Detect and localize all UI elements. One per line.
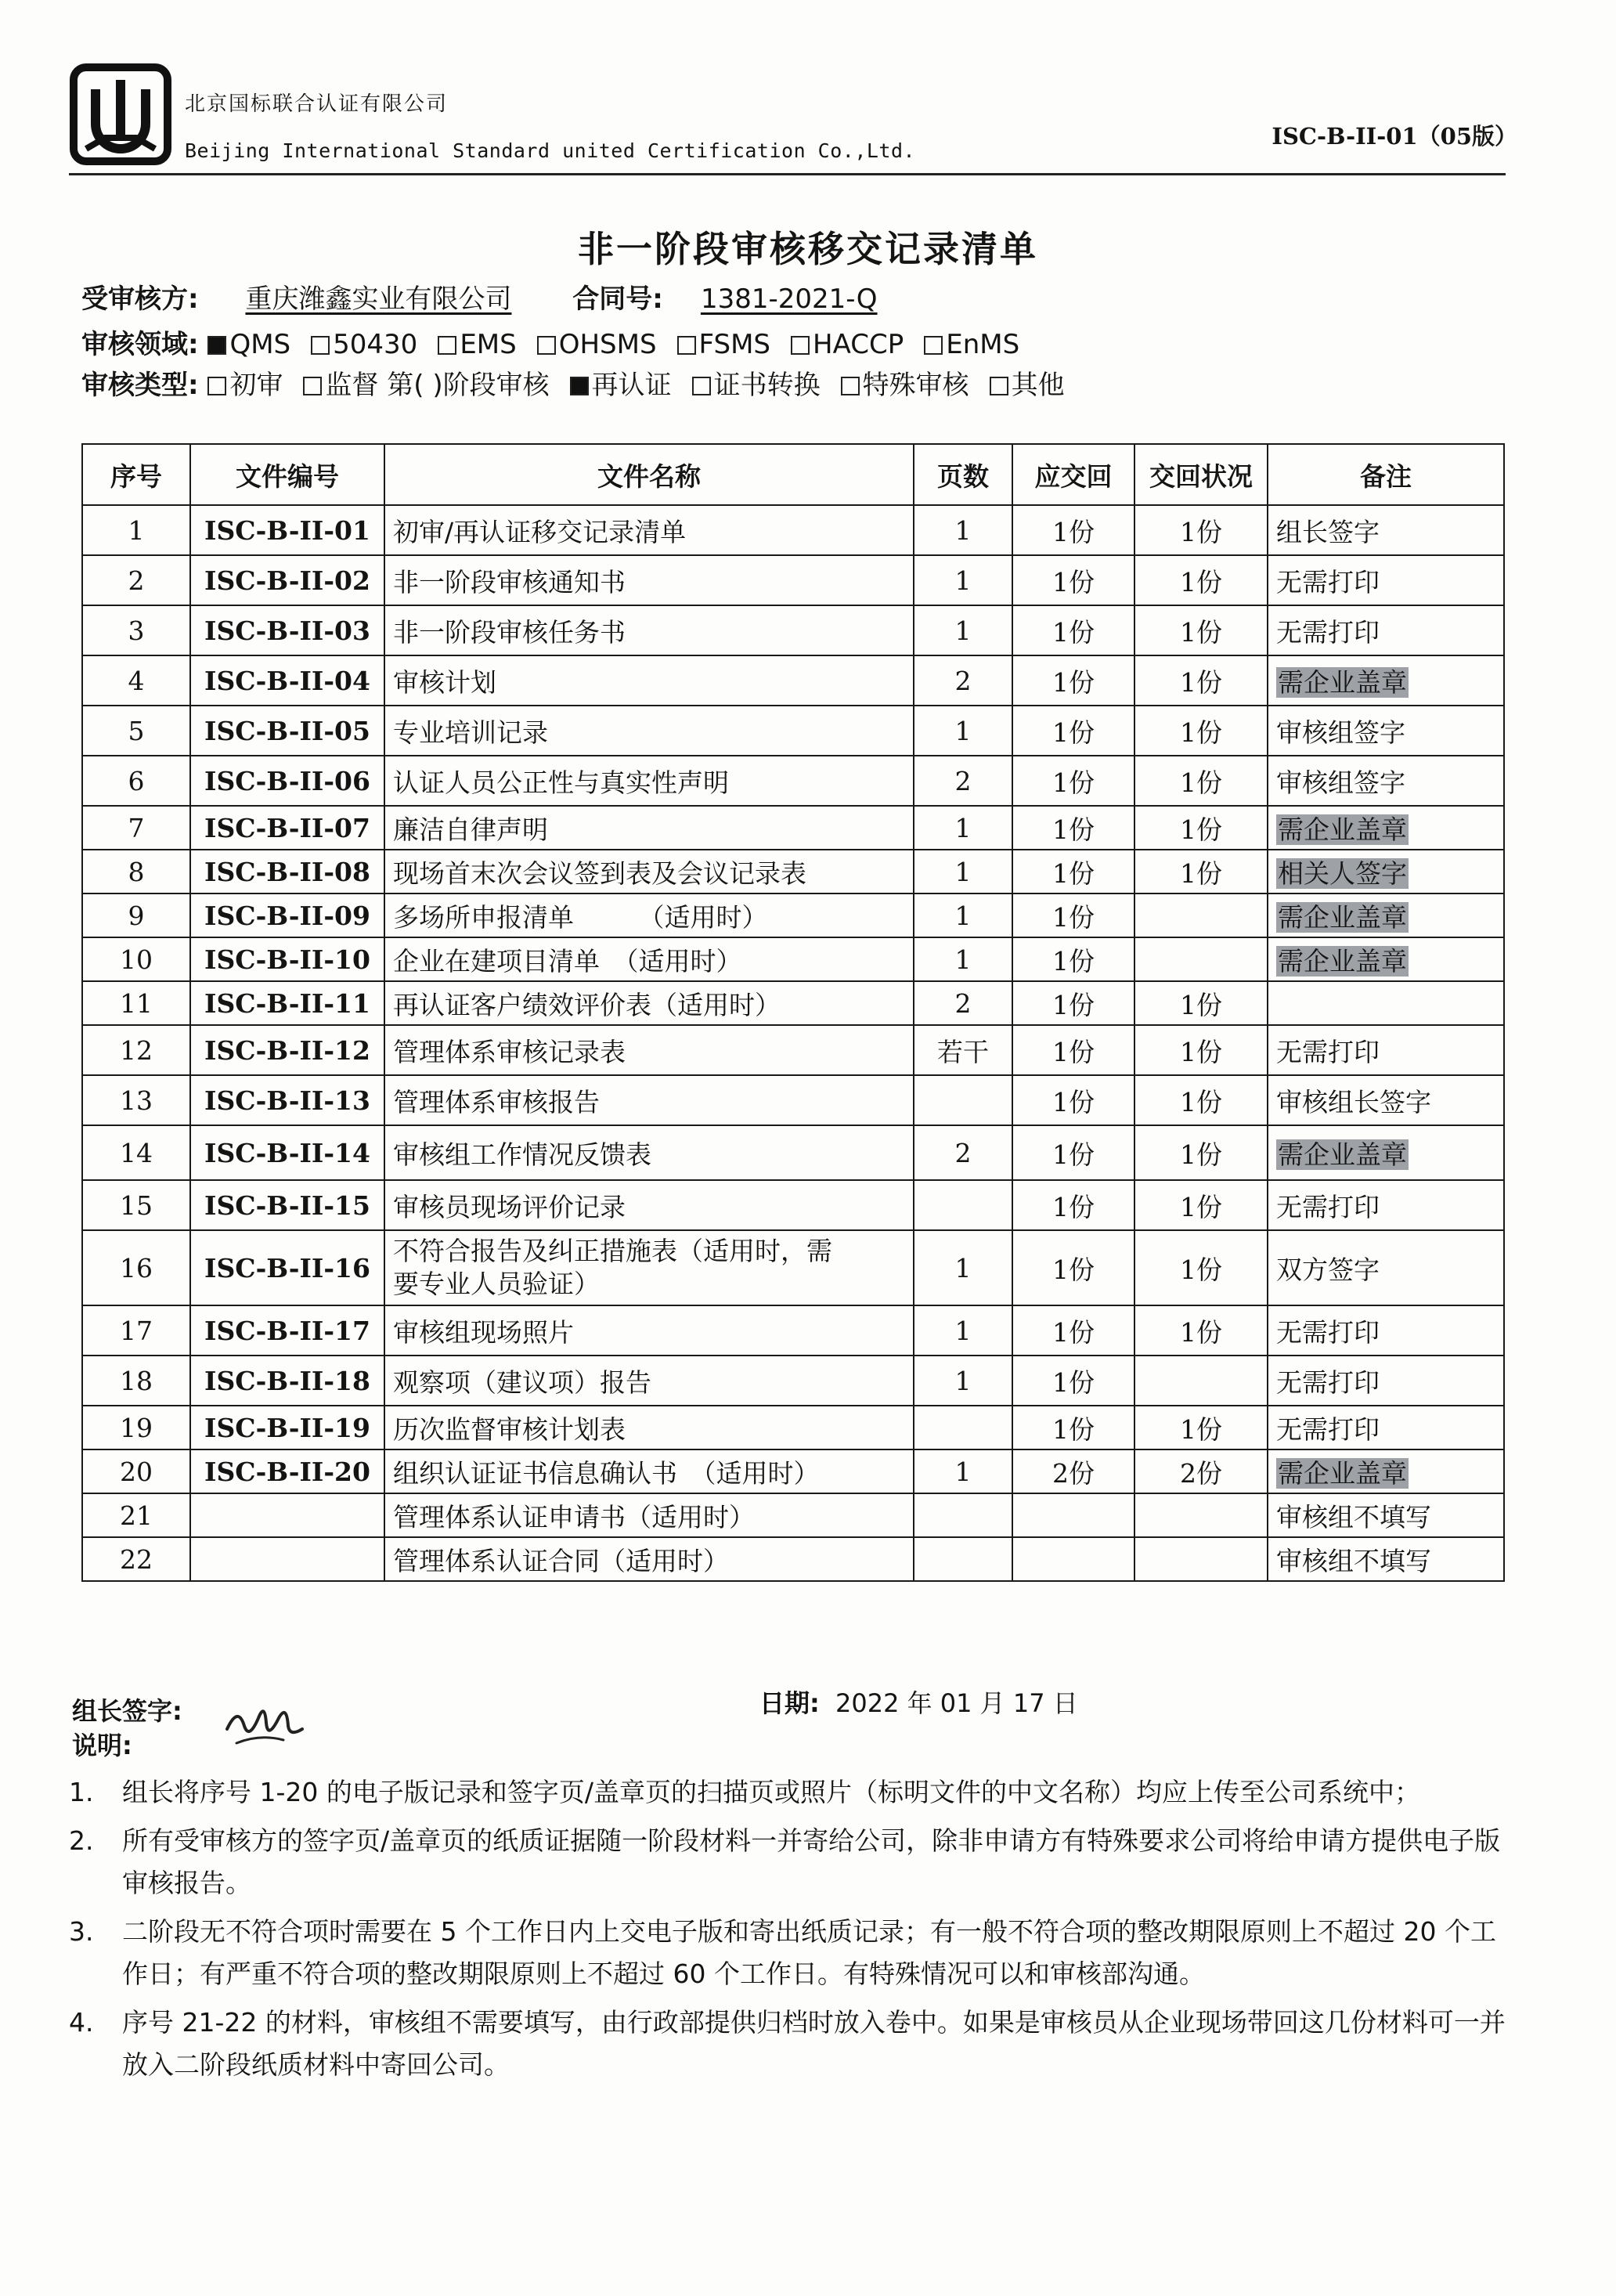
domain-option-label: FSMS bbox=[698, 329, 771, 360]
returned-status bbox=[1134, 1537, 1268, 1581]
highlighted-remark: 需企业盖章 bbox=[1278, 1457, 1407, 1489]
file-code: ISC-B-II-17 bbox=[190, 1305, 384, 1356]
unchecked-box-icon[interactable] bbox=[438, 336, 456, 355]
leader-sign-label: 组长签字: bbox=[72, 1696, 182, 1726]
returned-status: 1份 bbox=[1134, 555, 1268, 605]
file-name: 管理体系认证申请书（适用时） bbox=[384, 1493, 914, 1537]
type-option-label: 监督 第( )阶段审核 bbox=[325, 370, 550, 401]
page-count bbox=[914, 1537, 1012, 1581]
file-code: ISC-B-II-14 bbox=[190, 1125, 384, 1180]
page-count bbox=[914, 1406, 1012, 1449]
due-count bbox=[1012, 1493, 1134, 1537]
type-options bbox=[207, 363, 1084, 402]
remark bbox=[1268, 981, 1504, 1025]
file-name: 多场所申报清单 （适用时） bbox=[384, 893, 914, 937]
page-count: 1 bbox=[914, 937, 1012, 981]
remark bbox=[1268, 655, 1504, 706]
domain-option[interactable] bbox=[537, 329, 657, 360]
due-count: 1份 bbox=[1012, 1305, 1134, 1356]
file-name: 观察项（建议项）报告 bbox=[384, 1356, 914, 1406]
table-row bbox=[82, 1305, 1504, 1356]
unchecked-box-icon[interactable] bbox=[791, 336, 810, 355]
page-count: 2 bbox=[914, 981, 1012, 1025]
file-code bbox=[190, 1493, 384, 1537]
remark: 无需打印 bbox=[1268, 1180, 1504, 1230]
due-count: 2份 bbox=[1012, 1449, 1134, 1493]
returned-status: 1份 bbox=[1134, 605, 1268, 655]
remark: 组长签字 bbox=[1268, 505, 1504, 555]
returned-status: 1份 bbox=[1134, 655, 1268, 706]
highlighted-remark: 需企业盖章 bbox=[1278, 1139, 1407, 1170]
due-count: 1份 bbox=[1012, 1406, 1134, 1449]
unchecked-box-icon[interactable] bbox=[207, 377, 226, 395]
contract-label: 合同号: bbox=[572, 283, 663, 315]
contract-value: 1381-2021-Q bbox=[700, 283, 878, 315]
file-name: 认证人员公正性与真实性声明 bbox=[384, 756, 914, 806]
remark: 审核组不填写 bbox=[1268, 1537, 1504, 1581]
header-returned: 交回状况 bbox=[1134, 444, 1268, 505]
due-count: 1份 bbox=[1012, 850, 1134, 893]
due-count: 1份 bbox=[1012, 981, 1134, 1025]
file-name: 企业在建项目清单 （适用时） bbox=[384, 937, 914, 981]
remark: 审核组签字 bbox=[1268, 706, 1504, 756]
type-option-label: 特殊审核 bbox=[862, 370, 969, 401]
domain-option-label: 50430 bbox=[333, 329, 418, 360]
file-name bbox=[384, 1230, 914, 1305]
returned-status: 1份 bbox=[1134, 706, 1268, 756]
page-count: 1 bbox=[914, 1305, 1012, 1356]
file-name-line: 不符合报告及纠正措施表（适用时，需 bbox=[393, 1236, 832, 1266]
due-count: 1份 bbox=[1012, 937, 1134, 981]
file-code: ISC-B-II-02 bbox=[190, 555, 384, 605]
page-count: 1 bbox=[914, 806, 1012, 850]
page-count: 1 bbox=[914, 1230, 1012, 1305]
table-row bbox=[82, 806, 1504, 850]
remark: 无需打印 bbox=[1268, 1305, 1504, 1356]
notes-label: 说明: bbox=[72, 1731, 132, 1760]
page-count bbox=[914, 1075, 1012, 1125]
due-count: 1份 bbox=[1012, 806, 1134, 850]
table-row bbox=[82, 981, 1504, 1025]
remark bbox=[1268, 850, 1504, 893]
type-option-label: 初审 bbox=[229, 370, 283, 401]
note-number: 1. bbox=[69, 1777, 94, 1807]
file-name: 管理体系审核记录表 bbox=[384, 1025, 914, 1075]
due-count: 1份 bbox=[1012, 1025, 1134, 1075]
note-text: 所有受审核方的签字页/盖章页的纸质证据随一阶段材料一并寄给公司，除非申请方有特殊要求公司将给申请方提供电子版审核报告。 bbox=[122, 1825, 1501, 1898]
type-option[interactable] bbox=[990, 363, 1065, 402]
table-row bbox=[82, 1025, 1504, 1075]
row-number: 8 bbox=[82, 850, 190, 893]
returned-status: 1份 bbox=[1134, 505, 1268, 555]
due-count: 1份 bbox=[1012, 505, 1134, 555]
returned-status bbox=[1134, 893, 1268, 937]
file-code: ISC-B-II-10 bbox=[190, 937, 384, 981]
table-header-row bbox=[82, 444, 1504, 505]
notes-list bbox=[69, 1771, 1517, 2092]
page-count: 2 bbox=[914, 756, 1012, 806]
type-option[interactable] bbox=[692, 363, 821, 402]
type-label: 审核类型: bbox=[81, 370, 199, 401]
file-name: 现场首末次会议签到表及会议记录表 bbox=[384, 850, 914, 893]
note-text: 二阶段无不符合项时需要在 5 个工作日内上交电子版和寄出纸质记录；有一般不符合项的整改期限原则上不超过 20 个工作日；有严重不符合项的整改期限原则上不超过 60 个工作日。有特殊情况可以和审核部沟通。 bbox=[122, 1916, 1496, 1989]
table-row bbox=[82, 555, 1504, 605]
returned-status: 1份 bbox=[1134, 1406, 1268, 1449]
due-count: 1份 bbox=[1012, 605, 1134, 655]
file-name-line: 要专业人员验证） bbox=[393, 1269, 600, 1299]
unchecked-box-icon[interactable] bbox=[537, 336, 556, 355]
returned-status: 1份 bbox=[1134, 806, 1268, 850]
remark bbox=[1268, 806, 1504, 850]
page-count: 1 bbox=[914, 850, 1012, 893]
header-divider bbox=[69, 173, 1506, 175]
domain-option-label: EMS bbox=[460, 329, 517, 360]
remark: 双方签字 bbox=[1268, 1230, 1504, 1305]
table-row bbox=[82, 756, 1504, 806]
due-count: 1份 bbox=[1012, 655, 1134, 706]
table-row bbox=[82, 605, 1504, 655]
type-option-label: 其他 bbox=[1011, 370, 1065, 401]
page-count: 若干 bbox=[914, 1025, 1012, 1075]
unchecked-box-icon[interactable] bbox=[924, 336, 943, 355]
leader-signature bbox=[221, 1698, 307, 1754]
file-name: 非一阶段审核任务书 bbox=[384, 605, 914, 655]
isc-logo-icon bbox=[69, 63, 172, 166]
note-item bbox=[69, 1771, 1517, 1814]
page-count: 2 bbox=[914, 1125, 1012, 1180]
domain-option-label: EnMS bbox=[946, 329, 1020, 360]
row-number: 2 bbox=[82, 555, 190, 605]
highlighted-remark: 需企业盖章 bbox=[1278, 945, 1407, 977]
row-number: 5 bbox=[82, 706, 190, 756]
table-row bbox=[82, 1180, 1504, 1230]
unchecked-box-icon[interactable] bbox=[692, 377, 711, 395]
unchecked-box-icon[interactable] bbox=[303, 377, 322, 395]
page-count bbox=[914, 1493, 1012, 1537]
audit-type-line bbox=[81, 363, 1085, 402]
file-name: 审核组现场照片 bbox=[384, 1305, 914, 1356]
note-number: 2. bbox=[69, 1825, 94, 1856]
file-name: 审核计划 bbox=[384, 655, 914, 706]
file-name: 管理体系审核报告 bbox=[384, 1075, 914, 1125]
file-code: ISC-B-II-09 bbox=[190, 893, 384, 937]
domain-option-label: HACCP bbox=[813, 329, 904, 360]
returned-status: 1份 bbox=[1134, 981, 1268, 1025]
remark: 审核组签字 bbox=[1268, 756, 1504, 806]
type-option[interactable] bbox=[841, 363, 969, 402]
file-code: ISC-B-II-03 bbox=[190, 605, 384, 655]
company-name-cn: 北京国标联合认证有限公司 bbox=[185, 92, 449, 116]
row-number: 20 bbox=[82, 1449, 190, 1493]
page-count: 1 bbox=[914, 893, 1012, 937]
remark: 无需打印 bbox=[1268, 605, 1504, 655]
checked-box-icon[interactable] bbox=[570, 377, 589, 395]
note-item bbox=[69, 1820, 1517, 1904]
header-note: 备注 bbox=[1268, 444, 1504, 505]
row-number: 18 bbox=[82, 1356, 190, 1406]
row-number: 11 bbox=[82, 981, 190, 1025]
highlighted-remark: 需企业盖章 bbox=[1278, 814, 1407, 845]
table-row bbox=[82, 893, 1504, 937]
file-code: ISC-B-II-07 bbox=[190, 806, 384, 850]
document-header bbox=[69, 56, 1517, 174]
file-code: ISC-B-II-05 bbox=[190, 706, 384, 756]
file-code: ISC-B-II-20 bbox=[190, 1449, 384, 1493]
document-code: ISC-B-II-01（05版） bbox=[1272, 123, 1517, 150]
due-count bbox=[1012, 1537, 1134, 1581]
table-row bbox=[82, 1537, 1504, 1581]
page-count: 1 bbox=[914, 605, 1012, 655]
page-count: 1 bbox=[914, 706, 1012, 756]
row-number: 7 bbox=[82, 806, 190, 850]
highlighted-remark: 需企业盖章 bbox=[1278, 901, 1407, 933]
returned-status: 1份 bbox=[1134, 1230, 1268, 1305]
type-option[interactable] bbox=[570, 363, 672, 402]
returned-status: 2份 bbox=[1134, 1449, 1268, 1493]
auditee-label: 受审核方: bbox=[81, 283, 199, 315]
due-count: 1份 bbox=[1012, 1356, 1134, 1406]
domain-option-label: OHSMS bbox=[558, 329, 657, 360]
due-count: 1份 bbox=[1012, 1125, 1134, 1180]
audit-domain-line bbox=[81, 323, 1040, 361]
returned-status: 1份 bbox=[1134, 1075, 1268, 1125]
remark bbox=[1268, 1125, 1504, 1180]
note-number: 3. bbox=[69, 1916, 94, 1947]
note-item bbox=[69, 1911, 1517, 1995]
file-code: ISC-B-II-19 bbox=[190, 1406, 384, 1449]
company-name-en: Beijing International Standard united Certification Co.,Ltd. bbox=[185, 139, 916, 162]
file-code: ISC-B-II-12 bbox=[190, 1025, 384, 1075]
due-count: 1份 bbox=[1012, 1180, 1134, 1230]
unchecked-box-icon[interactable] bbox=[841, 377, 860, 395]
domain-option-label: QMS bbox=[229, 329, 291, 360]
remark: 无需打印 bbox=[1268, 1406, 1504, 1449]
page-title: 非一阶段审核移交记录清单 bbox=[578, 228, 1038, 270]
type-option[interactable] bbox=[207, 363, 283, 402]
unchecked-box-icon[interactable] bbox=[990, 377, 1008, 395]
domain-option[interactable] bbox=[311, 329, 417, 360]
file-name: 审核员现场评价记录 bbox=[384, 1180, 914, 1230]
row-number: 16 bbox=[82, 1230, 190, 1305]
page-count: 2 bbox=[914, 655, 1012, 706]
row-number: 14 bbox=[82, 1125, 190, 1180]
file-code: ISC-B-II-04 bbox=[190, 655, 384, 706]
row-number: 9 bbox=[82, 893, 190, 937]
page-count: 1 bbox=[914, 555, 1012, 605]
row-number: 1 bbox=[82, 505, 190, 555]
auditee-line bbox=[81, 277, 895, 316]
row-number: 12 bbox=[82, 1025, 190, 1075]
file-name: 组织认证证书信息确认书 （适用时） bbox=[384, 1449, 914, 1493]
remark bbox=[1268, 937, 1504, 981]
table-row bbox=[82, 1230, 1504, 1305]
domain-label: 审核领域: bbox=[81, 329, 199, 360]
due-count: 1份 bbox=[1012, 706, 1134, 756]
note-item bbox=[69, 2002, 1517, 2086]
table-row bbox=[82, 1449, 1504, 1493]
file-name: 专业培训记录 bbox=[384, 706, 914, 756]
remark: 审核组不填写 bbox=[1268, 1493, 1504, 1537]
due-count: 1份 bbox=[1012, 893, 1134, 937]
page-count: 1 bbox=[914, 1449, 1012, 1493]
row-number: 15 bbox=[82, 1180, 190, 1230]
returned-status: 1份 bbox=[1134, 1180, 1268, 1230]
type-option-label: 再认证 bbox=[591, 370, 672, 401]
highlighted-remark: 需企业盖章 bbox=[1278, 666, 1407, 698]
due-count: 1份 bbox=[1012, 1230, 1134, 1305]
row-number: 10 bbox=[82, 937, 190, 981]
remark: 审核组长签字 bbox=[1268, 1075, 1504, 1125]
due-count: 1份 bbox=[1012, 756, 1134, 806]
table-row bbox=[82, 937, 1504, 981]
table-row bbox=[82, 1075, 1504, 1125]
page-count bbox=[914, 1180, 1012, 1230]
due-count: 1份 bbox=[1012, 555, 1134, 605]
header-name: 文件名称 bbox=[384, 444, 914, 505]
row-number: 6 bbox=[82, 756, 190, 806]
remark: 无需打印 bbox=[1268, 1025, 1504, 1075]
remark bbox=[1268, 893, 1504, 937]
table-row bbox=[82, 1125, 1504, 1180]
table-row bbox=[82, 1406, 1504, 1449]
page-count: 1 bbox=[914, 1356, 1012, 1406]
row-number: 17 bbox=[82, 1305, 190, 1356]
row-number: 13 bbox=[82, 1075, 190, 1125]
unchecked-box-icon[interactable] bbox=[677, 336, 696, 355]
file-code: ISC-B-II-15 bbox=[190, 1180, 384, 1230]
header-code: 文件编号 bbox=[190, 444, 384, 505]
date-label: 日期: bbox=[759, 1688, 820, 1718]
file-name: 非一阶段审核通知书 bbox=[384, 555, 914, 605]
type-option-label: 证书转换 bbox=[713, 370, 821, 401]
file-code: ISC-B-II-18 bbox=[190, 1356, 384, 1406]
type-option[interactable] bbox=[303, 363, 549, 402]
domain-option[interactable] bbox=[438, 329, 516, 360]
note-text: 组长将序号 1-20 的电子版记录和签字页/盖章页的扫描页或照片（标明文件的中文名称）均应上传至公司系统中； bbox=[122, 1777, 1420, 1807]
file-code: ISC-B-II-11 bbox=[190, 981, 384, 1025]
file-name: 历次监督审核计划表 bbox=[384, 1406, 914, 1449]
returned-status bbox=[1134, 1493, 1268, 1537]
checked-box-icon[interactable] bbox=[207, 336, 226, 355]
returned-status: 1份 bbox=[1134, 1125, 1268, 1180]
header-pages: 页数 bbox=[914, 444, 1012, 505]
table-row bbox=[82, 1356, 1504, 1406]
transfer-record-table bbox=[81, 443, 1505, 1582]
table-row bbox=[82, 1493, 1504, 1537]
domain-option[interactable] bbox=[791, 329, 904, 360]
returned-status: 1份 bbox=[1134, 756, 1268, 806]
remark bbox=[1268, 1449, 1504, 1493]
date-value: 2022 年 01 月 17 日 bbox=[835, 1688, 1078, 1718]
returned-status bbox=[1134, 1356, 1268, 1406]
note-number: 4. bbox=[69, 2007, 94, 2038]
file-name: 初审/再认证移交记录清单 bbox=[384, 505, 914, 555]
file-code bbox=[190, 1537, 384, 1581]
row-number: 3 bbox=[82, 605, 190, 655]
page-count: 1 bbox=[914, 505, 1012, 555]
file-name: 审核组工作情况反馈表 bbox=[384, 1125, 914, 1180]
file-name: 廉洁自律声明 bbox=[384, 806, 914, 850]
domain-option[interactable] bbox=[207, 329, 290, 360]
file-code: ISC-B-II-01 bbox=[190, 505, 384, 555]
file-code: ISC-B-II-13 bbox=[190, 1075, 384, 1125]
unchecked-box-icon[interactable] bbox=[311, 336, 330, 355]
table-row bbox=[82, 706, 1504, 756]
file-name: 再认证客户绩效评价表（适用时） bbox=[384, 981, 914, 1025]
returned-status: 1份 bbox=[1134, 1025, 1268, 1075]
file-code: ISC-B-II-08 bbox=[190, 850, 384, 893]
row-number: 4 bbox=[82, 655, 190, 706]
row-number: 22 bbox=[82, 1537, 190, 1581]
auditee-value: 重庆潍鑫实业有限公司 bbox=[245, 283, 512, 315]
row-number: 19 bbox=[82, 1406, 190, 1449]
returned-status: 1份 bbox=[1134, 850, 1268, 893]
due-count: 1份 bbox=[1012, 1075, 1134, 1125]
note-text: 序号 21-22 的材料，审核组不需要填写，由行政部提供归档时放入卷中。如果是审核员从企业现场带回这几份材料可一并放入二阶段纸质材料中寄回公司。 bbox=[122, 2007, 1506, 2080]
returned-status bbox=[1134, 937, 1268, 981]
file-code: ISC-B-II-06 bbox=[190, 756, 384, 806]
row-number: 21 bbox=[82, 1493, 190, 1537]
returned-status: 1份 bbox=[1134, 1305, 1268, 1356]
remark: 无需打印 bbox=[1268, 1356, 1504, 1406]
table-row bbox=[82, 655, 1504, 706]
file-code: ISC-B-II-16 bbox=[190, 1230, 384, 1305]
domain-options bbox=[207, 329, 1040, 360]
header-due: 应交回 bbox=[1012, 444, 1134, 505]
table-row bbox=[82, 850, 1504, 893]
domain-option[interactable] bbox=[924, 329, 1019, 360]
highlighted-remark: 相关人签字 bbox=[1278, 857, 1407, 889]
table-row bbox=[82, 505, 1504, 555]
remark: 无需打印 bbox=[1268, 555, 1504, 605]
file-name: 管理体系认证合同（适用时） bbox=[384, 1537, 914, 1581]
domain-option[interactable] bbox=[677, 329, 770, 360]
header-no: 序号 bbox=[82, 444, 190, 505]
table-body bbox=[82, 505, 1504, 1581]
